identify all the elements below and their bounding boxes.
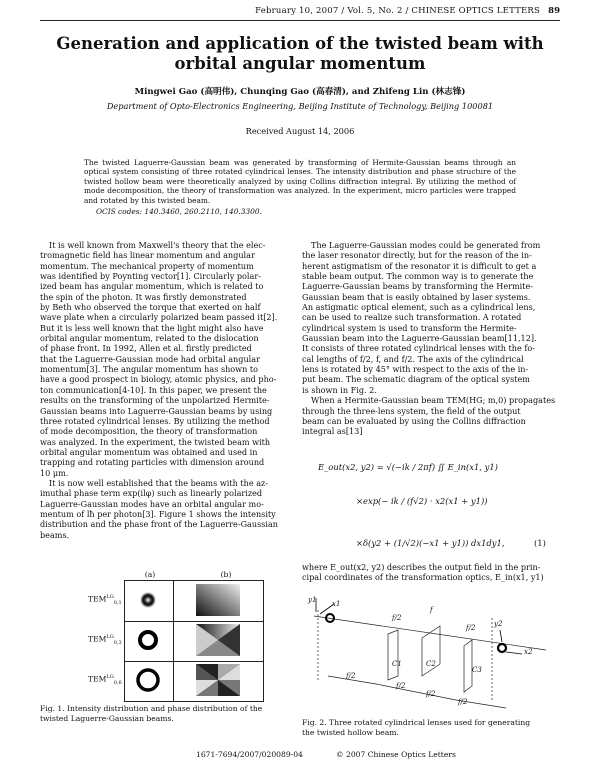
label-c3: C3 (472, 666, 482, 674)
intensity-ring-l6 (138, 670, 158, 690)
author-list: Mingwei Gao (高明伟), Chunqing Gao (高春清), and Zhifeng Lin (林志锋) (134, 87, 466, 97)
running-header: February 10, 2007 / Vol. 5, No. 2 / CHINESE OPTICS LETTERS (255, 6, 540, 16)
fig1-row-label: $TEM^{LG}_{0,3}$ (88, 634, 122, 647)
text-line: It is now well established that the beams with the az- (49, 477, 269, 488)
equation-line-3: ×δ(y2 + (1/√2)(−x1 + y1)) dx1dy1, (356, 538, 505, 548)
phase-image-l1 (196, 584, 240, 616)
received-date: Received August 14, 2006 (245, 126, 355, 136)
text-line: momentum[3]. The angular momentum has shown to (40, 364, 259, 375)
label-d1: f/2 (346, 672, 356, 680)
text-line: Gaussian beam into the Laguerre-Gaussian beam[11,12]. (302, 333, 537, 344)
equation-number: (1) (534, 538, 546, 548)
text-line: beam can be evaluated by using the Collins diffraction (302, 415, 526, 426)
text-line: was identified by Poynting vector[1]. Circularly polar- (40, 271, 261, 282)
title-line-1: Generation and application of the twisted beam with (56, 34, 544, 53)
footer-doi: 1671-7694/2007/020089-04 (196, 750, 303, 759)
text-line: stable beam output. The common way is to generate the (302, 271, 534, 282)
text-line: herent astigmatism of the resonator it is difficult to get a (302, 260, 537, 271)
text-line: trapping and rotating particles with dimension around (40, 457, 265, 468)
text-line: orbital angular momentum was obtained and used in (40, 446, 258, 457)
paper-title (40, 34, 560, 74)
label-x2: x2 (524, 648, 533, 656)
left-paragraph-2 (40, 478, 298, 540)
abstract: The twisted Laguerre-Gaussian beam was generated by transforming of Hermite-Gaussian beams through an optical system consisting of three rotated cylindrical lenses. The intensity distribution and phase structure of the twisted hollow beam were theoretically analyzed by using Collins diffraction integral. By utilizing the method of mode decomposition, the theory of transformation was analyzed. In the experiment, micro particles were trapped and rotated by this twisted beam. (84, 158, 516, 205)
phase-image-l6 (196, 664, 240, 696)
text-line: When a Hermite-Gaussian beam TEM(HG; m,0) propagates (311, 395, 556, 406)
equation-line-2: ×exp(− ik / (f√2) · x2(x1 + y1)) (356, 496, 488, 506)
output-beam-icon (498, 644, 506, 652)
text-line: cipal coordinates of the transformation optics, E_in(x1, y1) (302, 572, 544, 583)
right-paragraph-3 (302, 562, 560, 583)
text-line: cylindrical system is used to transform the Hermite- (302, 322, 517, 333)
text-line: An astigmatic optical element, such as a cylindrical lens, (302, 302, 536, 313)
label-d4: f/2 (458, 698, 468, 706)
text-line: can be used to realize such transformation. A rotated (302, 312, 522, 323)
text-line: integral as[13] (302, 426, 363, 437)
right-paragraph-1 (302, 240, 560, 395)
fig1-row-label: $TEM^{LG}_{0,1}$ (88, 594, 122, 607)
text-line: of mode decomposition, the theory of transformation (40, 426, 258, 437)
text-line: lens is rotated by 45° with respect to the axis of the in- (302, 364, 529, 375)
footer-copyright: © 2007 Chinese Optics Letters (336, 750, 456, 759)
text-line: It is well known from Maxwell's theory that the elec- (49, 240, 266, 250)
text-line: was analyzed. In the experiment, the twisted beam with (40, 436, 271, 447)
text-line: by Beth who observed the torque that exerted on half (40, 302, 261, 313)
fig1-row-label: $TEM^{LG}_{0,6}$ (88, 674, 122, 687)
text-line: orbital angular momentum, related to the dislocation (40, 333, 259, 344)
equation-line-1: E_out(x2, y2) = √(−ik / 2πf) ∬ E_in(x1, y1) (318, 462, 498, 472)
label-f2-a: f/2 (392, 614, 402, 622)
intensity-ring-l1 (140, 592, 156, 608)
text-line: where E_out(x2, y2) describes the output field in the prin- (302, 562, 541, 572)
text-line: the laser resonator directly, but for the reason of the in- (302, 250, 532, 261)
right-paragraph-2 (302, 395, 560, 436)
page-number: 89 (548, 6, 560, 16)
text-line: three rotated cylindrical lenses. By utilizing the method (40, 415, 270, 426)
affiliation: Department of Opto-Electronics Engineering, Beijing Institute of Technology, Beijing 100081 (106, 101, 494, 111)
text-line: wave plate when a circularly polarized beam passed it[2]. (40, 312, 278, 323)
text-line: mentum of lħ per photon[3]. Figure 1 shows the intensity (40, 508, 276, 519)
text-line: 10 μm. (40, 467, 69, 478)
right-column (302, 240, 560, 437)
text-line: ized beam has angular momentum, which is related to (40, 281, 264, 292)
label-y2: y2 (494, 620, 503, 628)
fig1-phase-images (174, 580, 262, 700)
text-line: But it is less well known that the light might also have (40, 322, 264, 333)
text-line: Laguerre-Gaussian modes have an orbital angular mo- (40, 498, 264, 509)
text-line: that the Laguerre-Gaussian mode had orbital angular (40, 353, 260, 364)
fig2-caption: Fig. 2. Three rotated cylindrical lenses used for generating the twisted hollow beam. (302, 718, 531, 737)
text-line: ton communication[4-10]. In this paper, we present the (40, 384, 267, 395)
fig1-col-b-label: (b) (220, 570, 232, 579)
label-c1: C1 (392, 660, 402, 668)
fig1-col-a-label: (a) (144, 570, 156, 579)
text-line: Laguerre-Gaussian beams by transforming the Hermite- (302, 281, 534, 292)
title-line-2: orbital angular momentum (174, 54, 426, 73)
phase-image-l3 (196, 624, 240, 656)
left-paragraph-1 (40, 240, 298, 478)
text-line: imuthal phase term exp(ilφ) such as linearly polarized (40, 488, 263, 499)
fig1-caption: Fig. 1. Intensity distribution and phase distribution of the twisted Laguerre-Gaussian beams. (40, 704, 263, 723)
label-x1: x1 (332, 600, 341, 608)
text-line: cal lengths of f/2, f, and f/2. The axis of the cylindrical (302, 353, 524, 364)
text-line: through the three-lens system, the field of the output (302, 405, 521, 416)
lens-c3 (464, 640, 472, 692)
figure-2 (306, 592, 556, 714)
text-line: beams. (40, 529, 70, 540)
text-line: the spin of the photon. It was firstly demonstrated (40, 291, 247, 302)
label-d2: f/2 (396, 682, 406, 690)
lens-c1 (388, 630, 398, 680)
intensity-ring-l3 (140, 632, 156, 648)
text-line: of phase front. In 1992, Allen et al. firstly predicted (40, 343, 252, 354)
label-y1: y1 (308, 596, 317, 604)
label-d3: f/2 (426, 690, 436, 698)
text-line: momentum. The mechanical property of momentum (40, 260, 254, 271)
label-f: f (430, 606, 433, 614)
text-line: Gaussian beam that is easily obtained by laser systems. (302, 291, 531, 302)
text-line: distribution and the phase front of the Laguerre-Gaussian (40, 519, 279, 530)
text-line: have a good prospect in biology, atomic physics, and pho- (40, 374, 277, 385)
text-line: It consists of three rotated cylindrical lenses with the fo- (302, 343, 535, 354)
ocis-codes: OCIS codes: 140.3460, 260.2110, 140.3300. (96, 207, 262, 216)
label-c2: C2 (426, 660, 436, 668)
label-f2-b: f/2 (466, 624, 476, 632)
text-line: results on the transforming of the unpolarized Hermite- (40, 395, 270, 406)
fig1-intensity-images (124, 580, 172, 700)
text-line: Gaussian beams into Laguerre-Gaussian beams by using (40, 405, 273, 416)
text-line: tromagnetic field has linear momentum and angular (40, 250, 255, 261)
left-column (40, 240, 298, 540)
text-line: put beam. The schematic diagram of the optical system (302, 374, 530, 385)
text-line: The Laguerre-Gaussian modes could be generated from (311, 240, 541, 250)
text-line: is shown in Fig. 2. (302, 384, 377, 395)
header-rule (40, 20, 560, 21)
